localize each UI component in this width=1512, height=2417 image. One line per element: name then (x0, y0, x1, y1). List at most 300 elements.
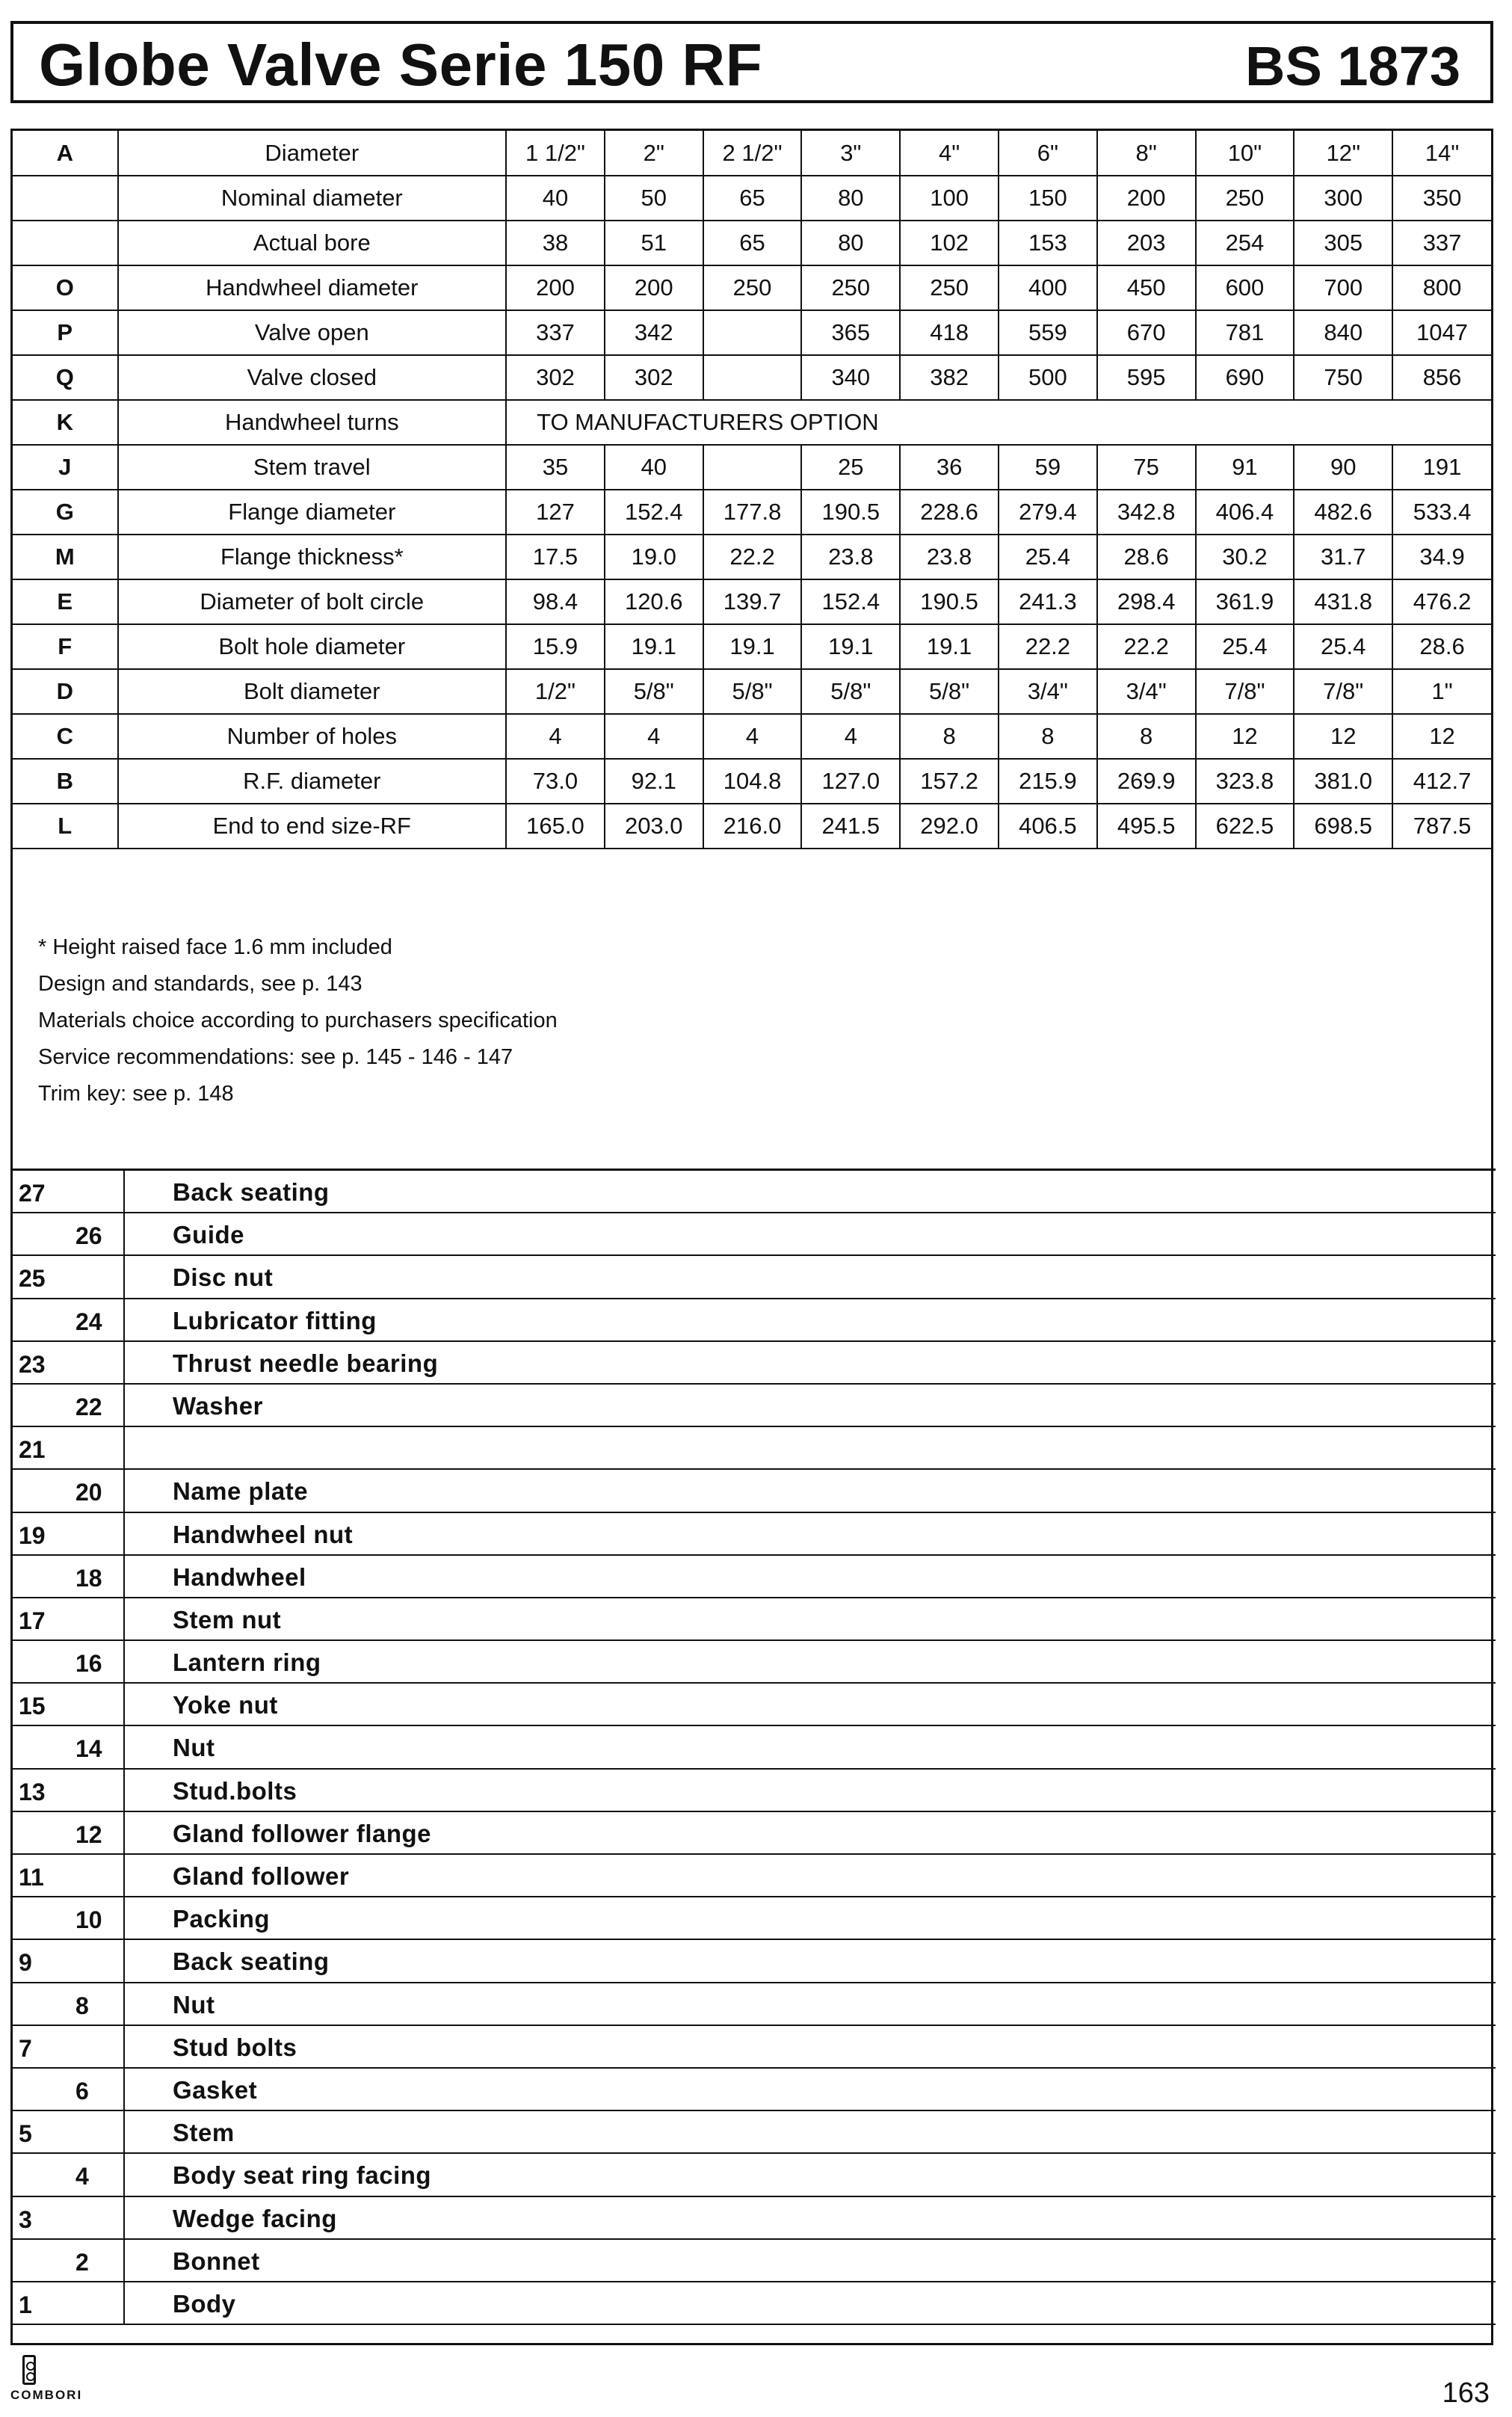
dimension-value: 19.1 (801, 624, 900, 669)
dimension-value: 25.4 (1294, 624, 1392, 669)
dimension-value: 5/8" (801, 669, 900, 714)
part-number: 17 (19, 1607, 46, 1634)
part-number: 5 (19, 2120, 32, 2148)
column-divider (123, 2154, 125, 2195)
column-divider (123, 1641, 125, 1682)
dimension-row (13, 400, 1491, 445)
dimension-parameter: Valve open (118, 310, 507, 355)
dimension-value: 22.2 (703, 535, 802, 579)
dimension-value (703, 355, 802, 400)
dimension-value: 19.1 (703, 624, 802, 669)
dimension-value: 8 (999, 714, 1097, 759)
dimension-value: 91 (1196, 445, 1295, 490)
dimension-value: 323.8 (1196, 759, 1295, 804)
dimension-row (13, 669, 1491, 714)
part-row (13, 2282, 1496, 2325)
column-divider (123, 1598, 125, 1639)
dimension-value: 15.9 (506, 624, 605, 669)
dimension-value: 25 (801, 445, 900, 490)
dimension-value: 3/4" (1097, 669, 1196, 714)
dimension-value: 482.6 (1294, 490, 1392, 535)
dimension-value: 25.4 (1196, 624, 1295, 669)
brand-logo (10, 2355, 83, 2407)
part-row (13, 1726, 1496, 1769)
dimension-value: 254 (1196, 221, 1295, 265)
dimension-value: 622.5 (1196, 804, 1295, 849)
dimension-value: 365 (801, 310, 900, 355)
part-row (13, 1684, 1496, 1726)
column-divider (123, 1855, 125, 1896)
dimension-value (703, 445, 802, 490)
dimension-value: 302 (605, 355, 703, 400)
dimension-letter: D (13, 669, 118, 714)
part-name: Back seating (173, 1948, 330, 1976)
dimension-value: 292.0 (900, 804, 999, 849)
note-line: Design and standards, see p. 143 (38, 972, 362, 996)
note-line: Materials choice according to purchasers specification (38, 1009, 558, 1032)
part-name: Thrust needle bearing (173, 1349, 439, 1377)
dimension-letter: K (13, 400, 118, 445)
part-name: Lubricator fitting (173, 1306, 377, 1334)
dimension-letter: P (13, 310, 118, 355)
dimension-row (13, 445, 1491, 490)
column-divider (123, 1513, 125, 1554)
dimension-value: 104.8 (703, 759, 802, 804)
part-number: 3 (19, 2205, 32, 2233)
dimension-value: 2" (605, 131, 703, 176)
dimension-value: 559 (999, 310, 1097, 355)
page-title: Globe Valve Serie 150 RF (39, 31, 763, 98)
part-number: 8 (75, 1992, 89, 2019)
part-number: 1 (19, 2291, 32, 2318)
part-number: 21 (19, 1436, 46, 1464)
part-name: Wedge facing (173, 2204, 337, 2232)
dimension-value: 23.8 (801, 535, 900, 579)
dimension-value: 215.9 (999, 759, 1097, 804)
part-row (13, 1598, 1496, 1641)
part-number: 20 (75, 1479, 102, 1506)
dimension-value: 35 (506, 445, 605, 490)
dimension-value: 190.5 (801, 490, 900, 535)
dimension-value: 5/8" (703, 669, 802, 714)
dimension-span-value: TO MANUFACTURERS OPTION (506, 400, 1491, 445)
dimension-parameter: R.F. diameter (118, 759, 507, 804)
part-name: Gland follower flange (173, 1819, 432, 1847)
dimension-value: 690 (1196, 355, 1295, 400)
note-line: Service recommendations: see p. 145 - 146 - 147 (38, 1045, 513, 1069)
column-divider (123, 2111, 125, 2152)
dimension-value: 4 (801, 714, 900, 759)
dimension-value: 12" (1294, 131, 1392, 176)
part-number: 24 (75, 1308, 102, 1335)
dimension-value: 152.4 (801, 579, 900, 624)
column-divider (123, 2240, 125, 2281)
dimension-parameter: Flange thickness* (118, 535, 507, 579)
dimension-value: 3/4" (999, 669, 1097, 714)
dimension-row (13, 579, 1491, 624)
dimension-value: 250 (900, 265, 999, 310)
part-number: 16 (75, 1650, 102, 1678)
part-number: 13 (19, 1778, 46, 1805)
dimension-value: 1047 (1392, 310, 1491, 355)
dimension-value: 4 (703, 714, 802, 759)
part-row (13, 1897, 1496, 1940)
dimension-row (13, 221, 1491, 265)
part-row (13, 2026, 1496, 2069)
dimension-value: 150 (999, 176, 1097, 221)
dimension-letter: B (13, 759, 118, 804)
dimension-value: 298.4 (1097, 579, 1196, 624)
dimension-parameter: Diameter (118, 131, 507, 176)
dimension-parameter: Nominal diameter (118, 176, 507, 221)
dimension-value: 40 (605, 445, 703, 490)
dimension-row (13, 759, 1491, 804)
column-divider (123, 1299, 125, 1340)
part-row (13, 1855, 1496, 1897)
dimension-value: 177.8 (703, 490, 802, 535)
part-row (13, 2111, 1496, 2154)
column-divider (123, 1770, 125, 1811)
dimension-value: 120.6 (605, 579, 703, 624)
part-row (13, 1513, 1496, 1556)
part-number: 19 (19, 1521, 46, 1549)
dimension-value: 495.5 (1097, 804, 1196, 849)
part-name: Stud.bolts (173, 1776, 297, 1805)
part-name: Back seating (173, 1178, 330, 1206)
dimension-value: 19.1 (605, 624, 703, 669)
column-divider (123, 2282, 125, 2324)
dimension-value: 75 (1097, 445, 1196, 490)
dimension-value: 90 (1294, 445, 1392, 490)
dimension-value: 100 (900, 176, 999, 221)
part-number: 7 (19, 2034, 32, 2062)
dimension-value: 8 (1097, 714, 1196, 759)
dimension-value: 305 (1294, 221, 1392, 265)
dimension-value: 12 (1196, 714, 1295, 759)
column-divider (123, 1940, 125, 1981)
part-row (13, 1812, 1496, 1855)
part-row (13, 2197, 1496, 2240)
part-row (13, 1299, 1496, 1342)
dimension-value: 418 (900, 310, 999, 355)
dimension-value: 203 (1097, 221, 1196, 265)
dimension-letter: L (13, 804, 118, 849)
part-number: 6 (75, 2077, 89, 2105)
column-divider (123, 1983, 125, 2025)
part-name: Stem nut (173, 1605, 282, 1634)
dimension-value: 28.6 (1392, 624, 1491, 669)
dimension-value: 476.2 (1392, 579, 1491, 624)
column-divider (123, 1256, 125, 1297)
dimension-value: 12 (1392, 714, 1491, 759)
part-name: Body (173, 2289, 236, 2318)
dimension-value: 250 (1196, 176, 1295, 221)
logo-mark-icon (22, 2355, 36, 2385)
dimension-letter: A (13, 131, 118, 176)
dimension-value: 31.7 (1294, 535, 1392, 579)
dimension-value: 533.4 (1392, 490, 1491, 535)
part-number: 2 (75, 2248, 89, 2276)
dimension-value: 840 (1294, 310, 1392, 355)
dimension-value: 337 (1392, 221, 1491, 265)
dimension-value: 698.5 (1294, 804, 1392, 849)
part-number: 23 (19, 1350, 46, 1378)
dimension-value: 595 (1097, 355, 1196, 400)
dimension-row (13, 310, 1491, 355)
dimension-value: 241.5 (801, 804, 900, 849)
dimension-value: 10" (1196, 131, 1295, 176)
dimension-value: 800 (1392, 265, 1491, 310)
dimension-value: 200 (1097, 176, 1196, 221)
dimension-value (703, 310, 802, 355)
dimension-parameter: Bolt hole diameter (118, 624, 507, 669)
part-number: 18 (75, 1564, 102, 1592)
dimension-row (13, 131, 1491, 176)
part-row (13, 1770, 1496, 1812)
dimension-row (13, 535, 1491, 579)
dimension-value: 300 (1294, 176, 1392, 221)
part-row (13, 1342, 1496, 1385)
part-name: Gland follower (173, 1862, 350, 1890)
part-number: 11 (19, 1864, 44, 1891)
dimension-value: 5/8" (605, 669, 703, 714)
dimension-value: 92.1 (605, 759, 703, 804)
dimension-value: 2 1/2" (703, 131, 802, 176)
column-divider (123, 1427, 125, 1468)
part-row (13, 1213, 1496, 1256)
column-divider (123, 2197, 125, 2238)
dimension-value: 36 (900, 445, 999, 490)
dimension-value: 73.0 (506, 759, 605, 804)
column-divider (123, 1897, 125, 1939)
dimension-value: 406.5 (999, 804, 1097, 849)
dimension-row (13, 714, 1491, 759)
part-row (13, 1385, 1496, 1427)
dimension-value: 700 (1294, 265, 1392, 310)
dimension-parameter: Flange diameter (118, 490, 507, 535)
dimension-value: 80 (801, 221, 900, 265)
part-number: 9 (19, 1949, 32, 1977)
dimension-value: 191 (1392, 445, 1491, 490)
dimension-value: 153 (999, 221, 1097, 265)
column-divider (123, 1812, 125, 1853)
dimension-row (13, 355, 1491, 400)
dimension-value: 670 (1097, 310, 1196, 355)
dimension-value: 59 (999, 445, 1097, 490)
dimension-parameter: Diameter of bolt circle (118, 579, 507, 624)
dimension-value: 1/2" (506, 669, 605, 714)
note-line: * Height raised face 1.6 mm included (38, 935, 392, 959)
dimension-parameter: Handwheel diameter (118, 265, 507, 310)
dimension-parameter: End to end size-RF (118, 804, 507, 849)
page-header (10, 21, 1493, 103)
part-name: Disc nut (173, 1263, 274, 1292)
dimension-parameter: Bolt diameter (118, 669, 507, 714)
dimension-value: 17.5 (506, 535, 605, 579)
column-divider (123, 2069, 125, 2110)
dimension-value: 4 (605, 714, 703, 759)
part-row (13, 1940, 1496, 1983)
dimension-value: 340 (801, 355, 900, 400)
page-number: 163 (1442, 2377, 1490, 2409)
dimension-value: 5/8" (900, 669, 999, 714)
dimension-value: 65 (703, 221, 802, 265)
part-number: 4 (75, 2163, 89, 2190)
dimension-parameter: Stem travel (118, 445, 507, 490)
column-divider (123, 2026, 125, 2067)
part-number: 25 (19, 1265, 46, 1293)
column-divider (123, 1726, 125, 1767)
dimension-value: 1" (1392, 669, 1491, 714)
dimension-value: 12 (1294, 714, 1392, 759)
dimension-value: 152.4 (605, 490, 703, 535)
part-name: Lantern ring (173, 1648, 321, 1677)
dimension-letter: O (13, 265, 118, 310)
dimension-value: 279.4 (999, 490, 1097, 535)
dimension-letter: M (13, 535, 118, 579)
note-line: Trim key: see p. 148 (38, 1082, 234, 1106)
dimension-value: 40 (506, 176, 605, 221)
dimension-value: 381.0 (1294, 759, 1392, 804)
part-row (13, 1983, 1496, 2026)
dimension-value: 250 (703, 265, 802, 310)
dimension-value: 216.0 (703, 804, 802, 849)
dimension-value: 30.2 (1196, 535, 1295, 579)
dimension-value: 38 (506, 221, 605, 265)
part-row (13, 1470, 1496, 1512)
dimension-value: 8 (900, 714, 999, 759)
part-row (13, 1641, 1496, 1684)
dimension-value: 342 (605, 310, 703, 355)
part-name: Name plate (173, 1477, 309, 1506)
standard-code: BS 1873 (1245, 35, 1460, 97)
dimension-letter: Q (13, 355, 118, 400)
dimension-value: 19.0 (605, 535, 703, 579)
dimension-value: 139.7 (703, 579, 802, 624)
dimension-letter (13, 221, 118, 265)
part-number: 22 (75, 1393, 102, 1420)
dimension-letter: G (13, 490, 118, 535)
dimension-value: 23.8 (900, 535, 999, 579)
part-row (13, 1256, 1496, 1299)
dimension-value: 342.8 (1097, 490, 1196, 535)
part-name: Washer (173, 1391, 263, 1420)
dimension-parameter: Actual bore (118, 221, 507, 265)
part-row (13, 2154, 1496, 2196)
dimension-parameter: Number of holes (118, 714, 507, 759)
dimensions-table (13, 131, 1491, 849)
dimension-value: 450 (1097, 265, 1196, 310)
brand-name: COMBORI (10, 2388, 83, 2402)
dimension-value: 98.4 (506, 579, 605, 624)
dimension-value: 350 (1392, 176, 1491, 221)
dimension-value: 7/8" (1196, 669, 1295, 714)
part-name: Handwheel (173, 1562, 306, 1591)
dimension-value: 203.0 (605, 804, 703, 849)
part-name: Nut (173, 1990, 215, 2019)
dimension-value: 157.2 (900, 759, 999, 804)
dimension-value: 856 (1392, 355, 1491, 400)
part-name: Stem (173, 2119, 235, 2147)
dimension-value: 165.0 (506, 804, 605, 849)
datasheet-frame (10, 129, 1493, 2345)
dimension-value: 7/8" (1294, 669, 1392, 714)
part-row (13, 1556, 1496, 1598)
dimension-value: 22.2 (999, 624, 1097, 669)
dimension-value: 102 (900, 221, 999, 265)
dimension-letter: F (13, 624, 118, 669)
part-name: Packing (173, 1905, 271, 1933)
part-name: Bonnet (173, 2247, 260, 2275)
part-row (13, 1171, 1496, 1213)
column-divider (123, 1385, 125, 1426)
dimension-value: 600 (1196, 265, 1295, 310)
dimension-value: 200 (506, 265, 605, 310)
dimension-letter: E (13, 579, 118, 624)
dimension-value: 4" (900, 131, 999, 176)
dimension-value: 6" (999, 131, 1097, 176)
part-number: 15 (19, 1693, 46, 1720)
dimension-value: 269.9 (1097, 759, 1196, 804)
dimension-value: 1 1/2" (506, 131, 605, 176)
dimension-value: 500 (999, 355, 1097, 400)
dimension-row (13, 490, 1491, 535)
part-number: 12 (75, 1820, 102, 1848)
dimension-value: 361.9 (1196, 579, 1295, 624)
dimension-value: 34.9 (1392, 535, 1491, 579)
dimension-value: 50 (605, 176, 703, 221)
dimension-value: 8" (1097, 131, 1196, 176)
column-divider (123, 1171, 125, 1212)
part-name: Nut (173, 1734, 215, 1762)
dimension-value: 781 (1196, 310, 1295, 355)
dimension-value: 431.8 (1294, 579, 1392, 624)
part-name: Yoke nut (173, 1691, 278, 1719)
dimension-value: 80 (801, 176, 900, 221)
part-number: 27 (19, 1180, 46, 1207)
dimension-row (13, 624, 1491, 669)
part-name: Stud bolts (173, 2033, 297, 2061)
notes-block (38, 929, 558, 1112)
dimension-value: 382 (900, 355, 999, 400)
column-divider (123, 1213, 125, 1254)
dimension-value: 750 (1294, 355, 1392, 400)
part-row (13, 1427, 1496, 1470)
column-divider (123, 1684, 125, 1725)
column-divider (123, 1342, 125, 1383)
dimension-row (13, 265, 1491, 310)
dimension-value: 412.7 (1392, 759, 1491, 804)
dimension-value: 65 (703, 176, 802, 221)
dimension-value: 190.5 (900, 579, 999, 624)
dimension-value: 14" (1392, 131, 1491, 176)
dimension-value: 337 (506, 310, 605, 355)
dimension-value: 3" (801, 131, 900, 176)
column-divider (123, 1470, 125, 1511)
dimension-value: 400 (999, 265, 1097, 310)
dimension-value: 28.6 (1097, 535, 1196, 579)
parts-list (13, 1169, 1496, 2325)
dimension-value: 302 (506, 355, 605, 400)
part-number: 26 (75, 1222, 102, 1250)
dimension-value: 241.3 (999, 579, 1097, 624)
part-number: 14 (75, 1735, 102, 1763)
dimension-value: 787.5 (1392, 804, 1491, 849)
part-name: Handwheel nut (173, 1520, 354, 1548)
dimension-value: 406.4 (1196, 490, 1295, 535)
dimension-value: 4 (506, 714, 605, 759)
dimension-value: 19.1 (900, 624, 999, 669)
